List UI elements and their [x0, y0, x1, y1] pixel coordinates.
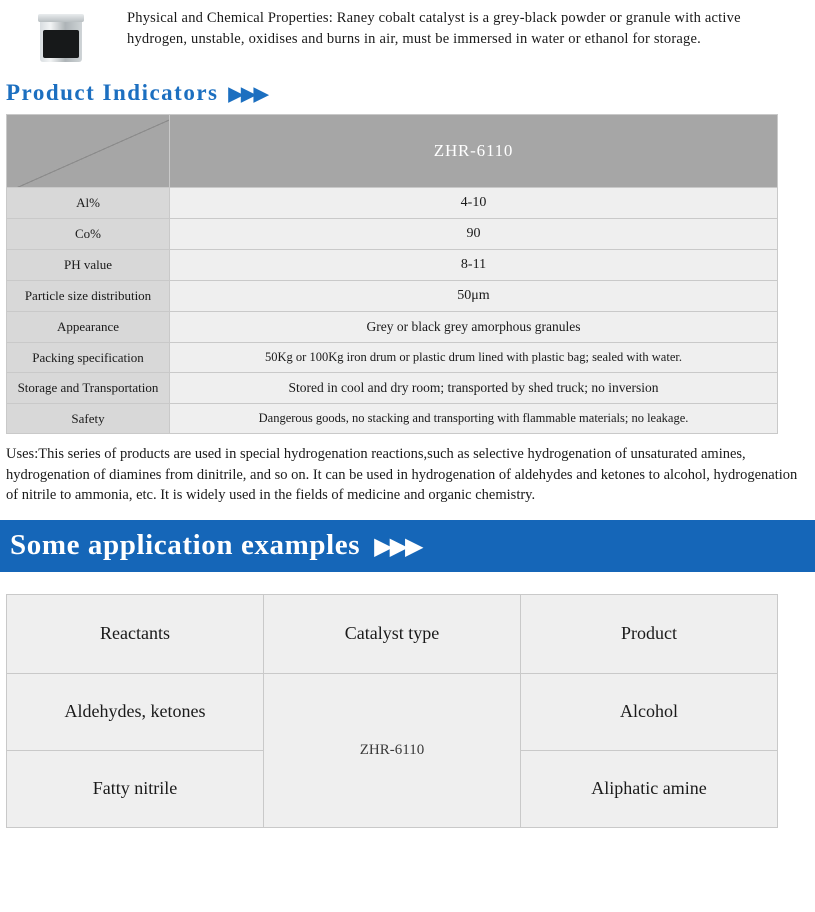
reactant-cell: Fatty nitrile [7, 750, 264, 827]
application-examples-table [6, 594, 778, 828]
row-label: Appearance [7, 312, 170, 343]
row-label: Packing specification [7, 343, 170, 373]
row-label: PH value [7, 250, 170, 281]
row-label: Safety [7, 404, 170, 434]
row-value: Stored in cool and dry room; transported by shed truck; no inversion [170, 373, 778, 404]
application-examples-banner [0, 520, 815, 572]
column-header-catalyst-type: Catalyst type [264, 594, 521, 673]
table-row [7, 373, 778, 404]
reactant-cell: Aldehydes, ketones [7, 673, 264, 750]
table-row [7, 188, 778, 219]
product-indicators-heading [0, 70, 815, 112]
properties-paragraph: Physical and Chemical Properties: Raney cobalt catalyst is a grey-black powder or granule with active hydrogen, unstable, oxidises and burns in air, must be immersed in water or ethanol for storage. [127, 10, 741, 47]
table-row [7, 312, 778, 343]
diagonal-header-cell [7, 115, 170, 188]
jar-contents-shape [43, 30, 79, 58]
table-row [7, 281, 778, 312]
intro-block [0, 0, 815, 70]
table-row [7, 404, 778, 434]
row-label: Particle size distribution [7, 281, 170, 312]
product-cell: Alcohol [521, 673, 778, 750]
row-label: Al% [7, 188, 170, 219]
table-row [7, 594, 778, 673]
row-value: Grey or black grey amorphous granules [170, 312, 778, 343]
uses-paragraph: Uses:This series of products are used in special hydrogenation reactions,such as selective hydrogenation of unsaturated amines, hydrogenation of diamines from dinitrile, and so on. It can be used in hydrogenation of aldehydes and ketones to alcohol, hydrogenation of nitrile to ammonia, etc. It is widely used in the fields of medicine and organic chemistry. [6, 446, 798, 504]
jar-lid-shape [38, 14, 84, 22]
table-row [7, 343, 778, 373]
row-label: Co% [7, 219, 170, 250]
diagonal-line-icon [7, 115, 169, 187]
column-header-reactants: Reactants [7, 594, 264, 673]
row-value: Dangerous goods, no stacking and transporting with flammable materials; no leakage. [170, 404, 778, 434]
catalyst-cell: ZHR-6110 [264, 673, 521, 827]
triple-arrow-icon: ▶▶▶ [374, 534, 421, 561]
row-value: 4-10 [170, 188, 778, 219]
row-value: 8-11 [170, 250, 778, 281]
table-row [7, 250, 778, 281]
column-header-product: Product [521, 594, 778, 673]
product-indicators-title: Product Indicators [6, 80, 219, 105]
product-model-header: ZHR-6110 [170, 115, 778, 188]
row-label: Storage and Transportation [7, 373, 170, 404]
row-value: 90 [170, 219, 778, 250]
product-cell: Aliphatic amine [521, 750, 778, 827]
row-value: 50Kg or 100Kg iron drum or plastic drum lined with plastic bag; sealed with water. [170, 343, 778, 373]
row-value: 50μm [170, 281, 778, 312]
table-row [7, 219, 778, 250]
table-row [7, 115, 778, 188]
banner-title: Some application examples [10, 529, 361, 562]
product-indicators-table [6, 114, 778, 434]
product-photo [8, 8, 113, 70]
triple-arrow-icon: ▶▶▶ [228, 83, 267, 105]
table-row [7, 673, 778, 750]
